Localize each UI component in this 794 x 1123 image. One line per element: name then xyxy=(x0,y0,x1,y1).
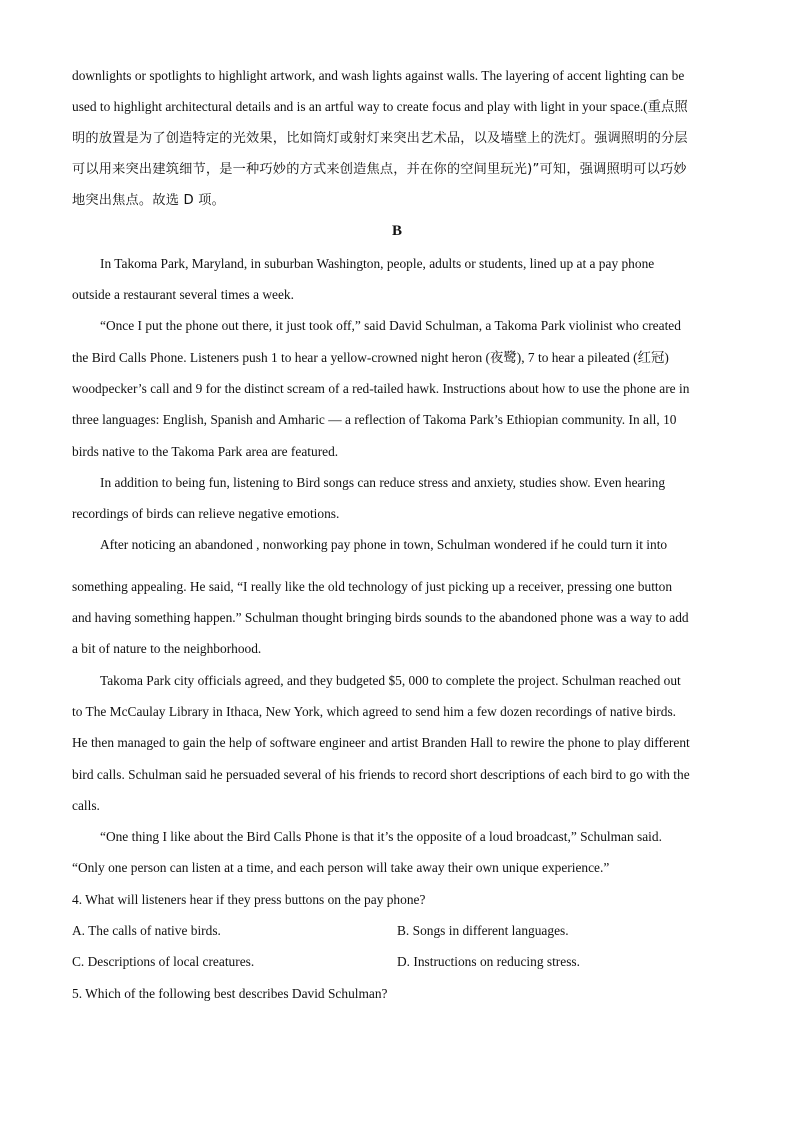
text-line: to The McCaulay Library in Ithaca, New York, which agreed to send him a few dozen recordings of native birds. xyxy=(72,703,677,719)
question-stem: 5. Which of the following best describes David Schulman? xyxy=(72,985,388,1001)
passage-paragraph-5 xyxy=(72,665,722,821)
text-line: 明的放置是为了创造特定的光效果，比如筒灯或射灯来突出艺术品，以及墙壁上的洗灯。强调照明的分层 xyxy=(72,130,688,146)
text-line: In Takoma Park, Maryland, in suburban Washington, people, adults or students, lined up at a pay phone xyxy=(100,255,655,271)
text-line: three languages: English, Spanish and Amharic — a reflection of Takoma Park’s Ethiopian community. In all, 10 xyxy=(72,412,677,428)
question-stem: 4. What will listeners hear if they press buttons on the pay phone? xyxy=(72,891,426,907)
passage-paragraph-4 xyxy=(72,529,722,664)
text-line: Takoma Park city officials agreed, and they budgeted $5, 000 to complete the project. Schulman reached out xyxy=(100,672,681,688)
text-line: 可以用来突出建筑细节，是一种巧妙的方式来创造焦点，并在你的空间里玩光)”可知，强调照明可以巧妙 xyxy=(72,161,687,177)
text-line: the Bird Calls Phone. Listeners push 1 to hear a yellow-crowned night heron (夜鹭), 7 to hear a pileated (红冠) xyxy=(72,349,669,365)
text-line: After noticing an abandoned , nonworking pay phone in town, Schulman wondered if he could turn it into xyxy=(100,537,668,553)
passage-paragraph-2 xyxy=(72,310,722,466)
text-line: He then managed to gain the help of software engineer and artist Branden Hall to rewire the phone to play different xyxy=(72,735,690,751)
text-line: a bit of nature to the neighborhood. xyxy=(72,641,262,657)
text-line: “Once I put the phone out there, it just took off,” said David Schulman, a Takoma Park violinist who created xyxy=(100,318,681,334)
options-row xyxy=(72,946,722,977)
question-4 xyxy=(72,884,722,978)
passage-paragraph-1 xyxy=(72,248,722,311)
option-b[interactable]: B. Songs in different languages. xyxy=(397,923,569,939)
passage-paragraph-3 xyxy=(72,467,722,530)
text-line: and having something happen.” Schulman thought bringing birds sounds to the abandoned phone was a way to add xyxy=(72,610,689,626)
text-line: In addition to being fun, listening to Bird songs can reduce stress and anxiety, studies show. Even hearing xyxy=(100,474,666,490)
option-c[interactable]: C. Descriptions of local creatures. xyxy=(72,954,255,970)
question-5 xyxy=(72,978,722,1009)
passage-paragraph-6 xyxy=(72,821,722,884)
text-line: woodpecker’s call and 9 for the distinct scream of a red-tailed hawk. Instructions about how to use the phone are in xyxy=(72,380,690,396)
text-line: used to highlight architectural details and is an artful way to create focus and play with light in your space.(重点照 xyxy=(72,99,688,115)
document-page xyxy=(72,60,722,1009)
option-d[interactable]: D. Instructions on reducing stress. xyxy=(397,954,580,970)
option-a[interactable]: A. The calls of native birds. xyxy=(72,923,221,939)
options-row xyxy=(72,915,722,946)
text-line: 地突出焦点。故选 D 项。 xyxy=(72,193,226,209)
text-line: “One thing I like about the Bird Calls Phone is that it’s the opposite of a loud broadcast,” Schulman said. xyxy=(100,829,662,845)
answer-explanation-paragraph xyxy=(72,60,722,216)
text-line: downlights or spotlights to highlight artwork, and wash lights against walls. The layering of accent lighting can be xyxy=(72,68,685,83)
text-line: outside a restaurant several times a week. xyxy=(72,287,294,303)
text-line: recordings of birds can relieve negative emotions. xyxy=(72,506,340,522)
text-line: bird calls. Schulman said he persuaded several of his friends to record short descriptions of each bird to go with the xyxy=(72,766,690,782)
text-line: “Only one person can listen at a time, and each person will take away their own unique experience.” xyxy=(72,860,610,876)
text-line: birds native to the Takoma Park area are featured. xyxy=(72,443,339,459)
text-line: calls. xyxy=(72,797,100,813)
text-line: something appealing. He said, “I really like the old technology of just picking up a receiver, pressing one button xyxy=(72,578,673,594)
section-heading: B xyxy=(391,223,402,240)
line-gap xyxy=(72,561,722,571)
